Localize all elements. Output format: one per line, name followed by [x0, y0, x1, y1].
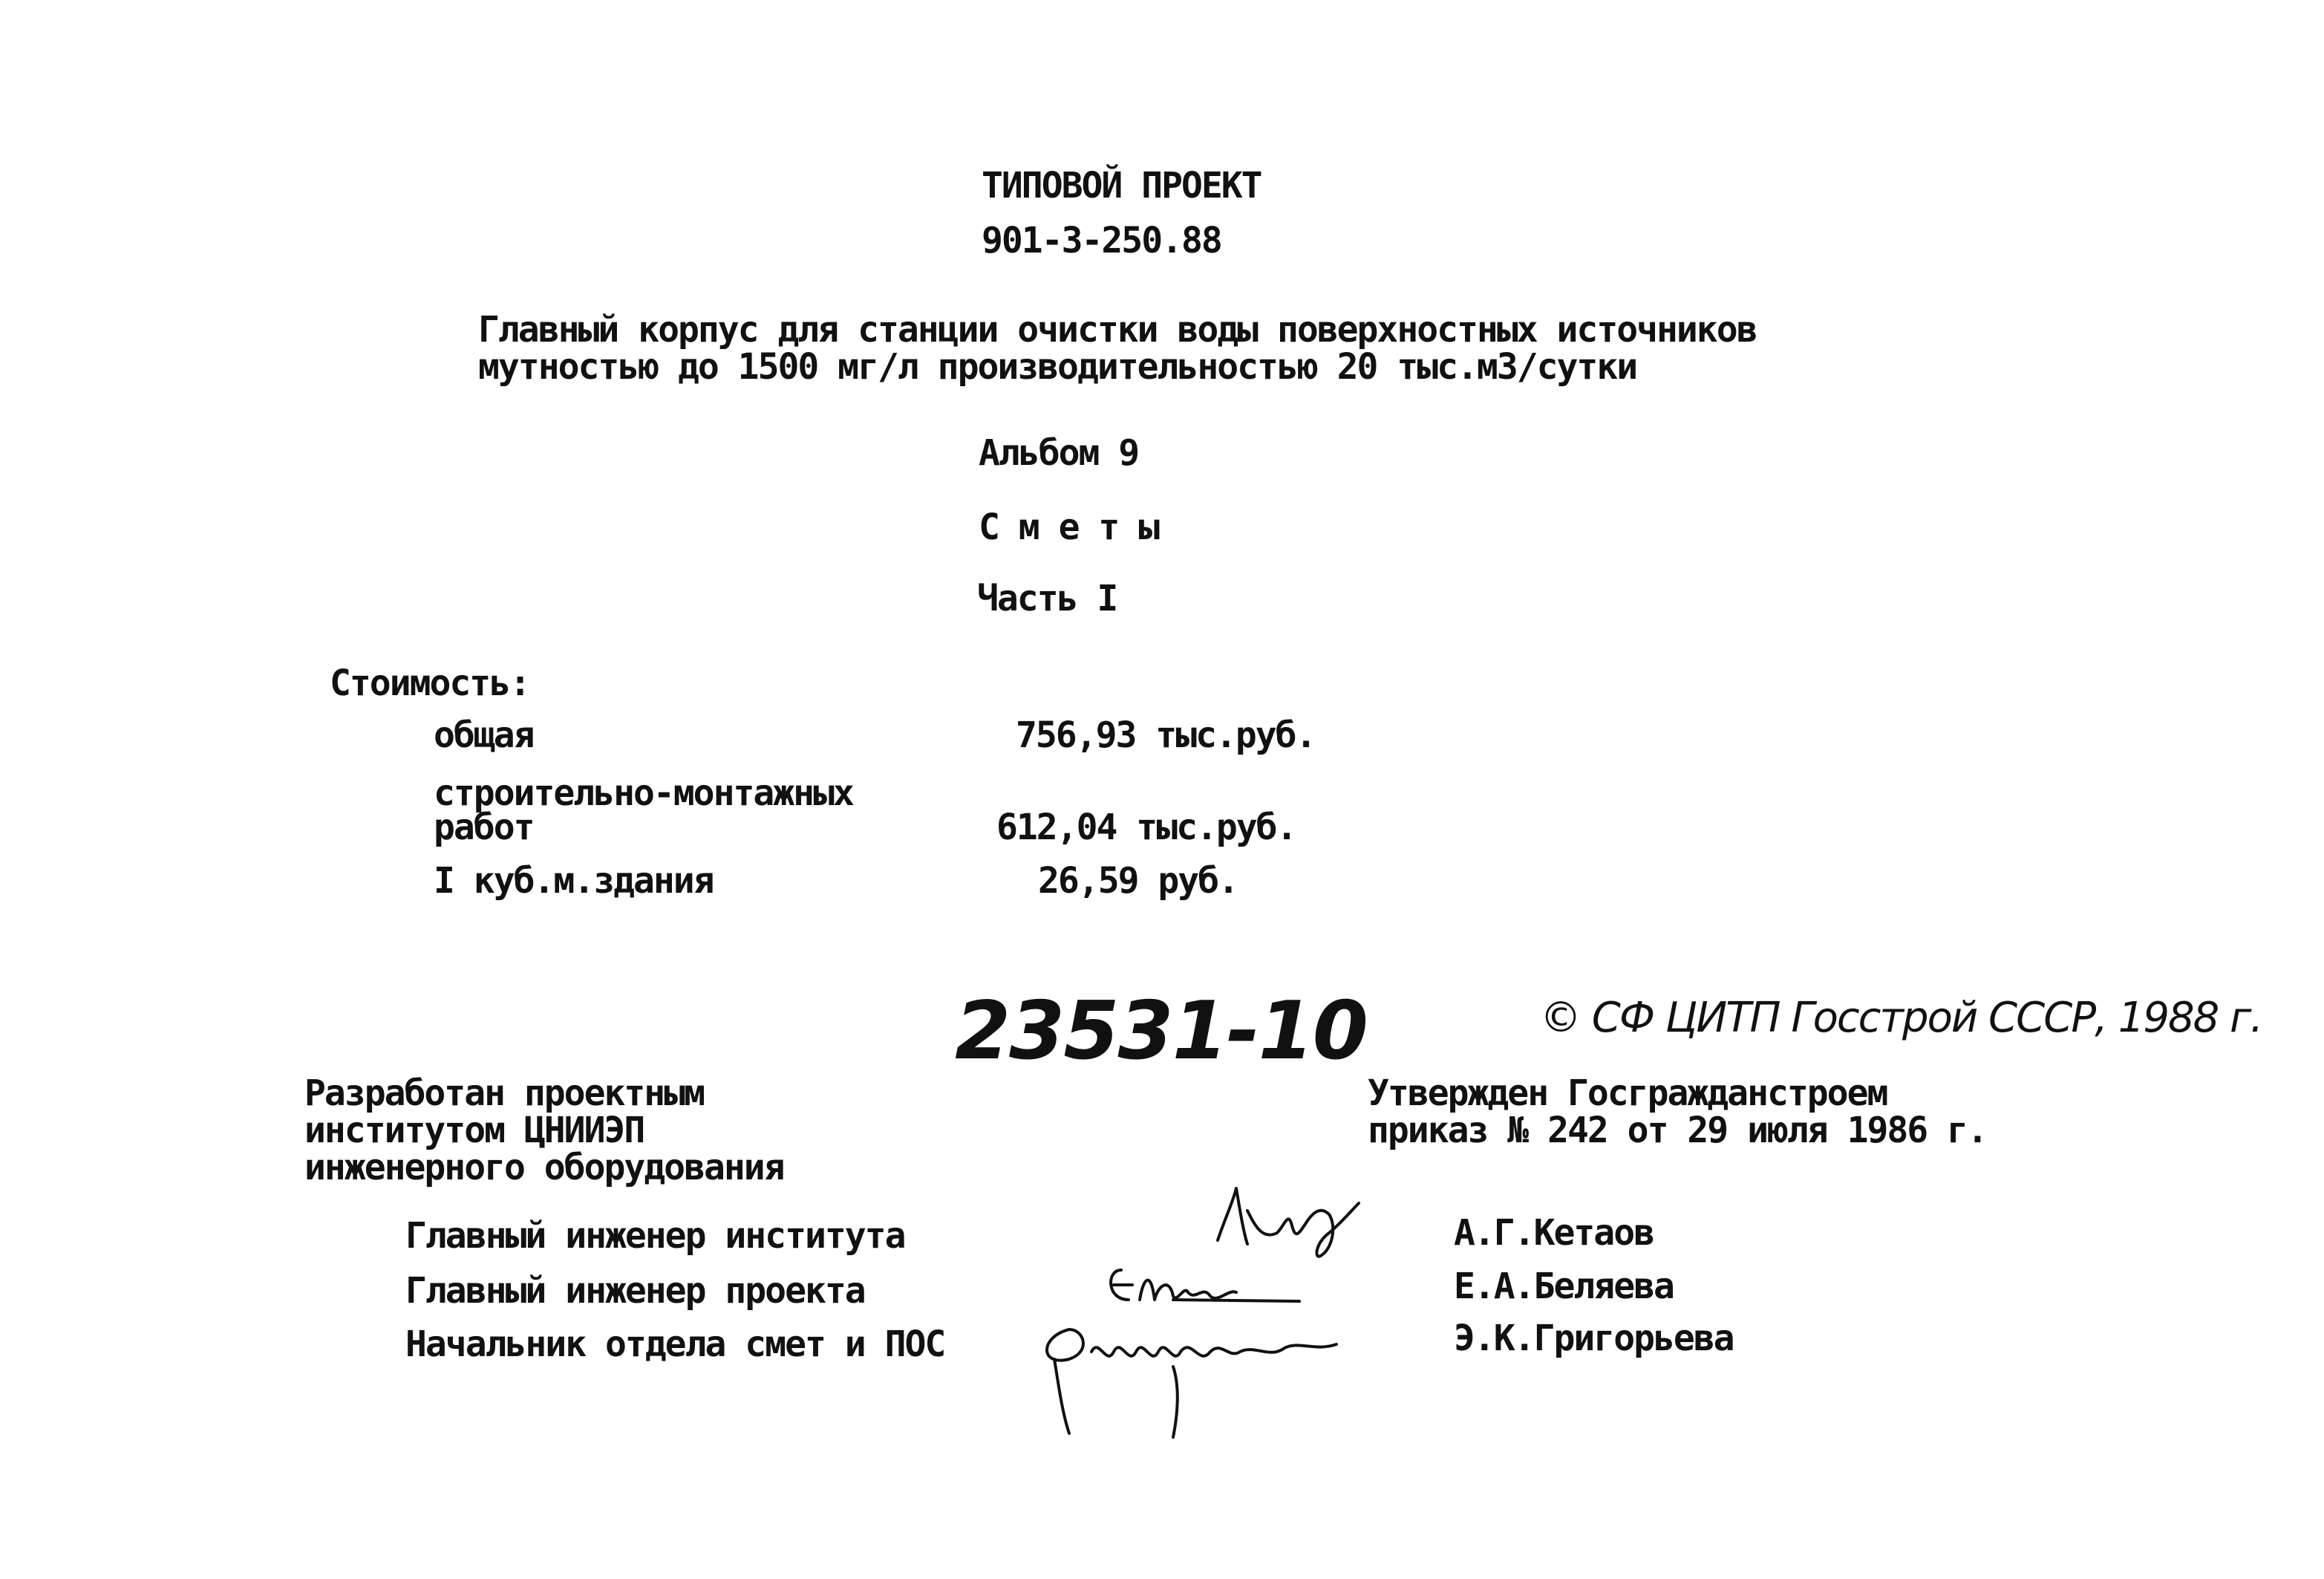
section-title: С м е т ы: [979, 507, 1159, 548]
cost-construction-label: строительно-монтажных: [434, 772, 853, 814]
project-type-title: ТИПОВОЙ ПРОЕКТ: [982, 165, 1261, 206]
cost-total-label: общая: [434, 714, 534, 756]
approval-line2: приказ № 242 от 29 июля 1986 г.: [1368, 1110, 1987, 1151]
approval-line1: Утвержден Госгражданстроем: [1368, 1072, 1887, 1114]
project-description-line2: мутностью до 1500 мг/л производительностью 20 тыс.м3/сутки: [478, 346, 1637, 388]
signatory-position-3: Начальник отдела смет и ПОС: [405, 1324, 945, 1365]
developer-line2: институтом ЦНИИЭП: [304, 1110, 644, 1151]
signatory-position-1: Главный инженер института: [405, 1215, 905, 1257]
album-label: Альбом 9: [979, 432, 1139, 474]
signatory-position-2: Главный инженер проекта: [405, 1270, 865, 1312]
cost-per-m3-label: I куб.м.здания: [434, 860, 714, 902]
signatory-name-2: Е.А.Беляева: [1454, 1266, 1674, 1307]
inventory-number-stamp: 23531-10: [955, 985, 1367, 1078]
signatory-name-1: А.Г.Кетаов: [1454, 1212, 1654, 1254]
part-label: Часть I: [977, 578, 1117, 619]
project-code: 901-3-250.88: [982, 220, 1221, 261]
cost-construction-label-cont: работ: [434, 807, 534, 848]
cost-per-m3-value: 26,59 руб.: [1038, 860, 1238, 902]
project-description-line1: Главный корпус для станции очистки воды поверхностных источников: [478, 309, 1757, 351]
signatory-name-3: Э.К.Григорьева: [1454, 1318, 1734, 1359]
signature-head-estimates: [1025, 1307, 1366, 1456]
copyright-stamp: © СФ ЦИТП Госстрой СССР, 1988 г.: [1540, 994, 2262, 1042]
cost-total-value: 756,93 тыс.руб.: [1016, 714, 1316, 756]
developer-line1: Разработан проектным: [304, 1072, 704, 1114]
cost-construction-value: 612,04 тыс.руб.: [996, 807, 1296, 848]
developer-line3: инженерного оборудования: [304, 1147, 784, 1188]
cost-heading: Стоимость:: [330, 662, 529, 704]
